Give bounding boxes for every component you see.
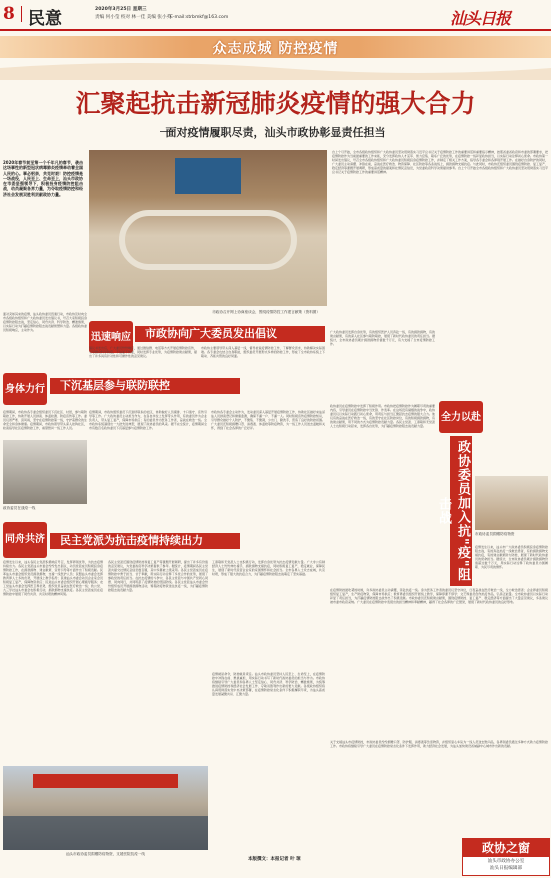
- decorative-wave: [0, 58, 551, 80]
- lead-paragraph: 2020年春节前至第一个千年凡的春节，袭击这场事性的新型冠状病毒肺炎疫情牵动着全国人民的心。事必躬亲，共克时艰！防控疫情是一场战役，人民至上、生命至上，汕头市政协在市委坚强领导下，积极投身疫情防控阻击战，动员凝聚各界力量，为夺取疫情防控和经济社会发展双胜利贡献政协力量。: [3, 160, 83, 197]
- newspaper-logo: 汕头日报: [450, 9, 511, 28]
- photo2-caption: 政协委员在战疫一线: [3, 506, 36, 510]
- header-divider: [21, 6, 22, 22]
- col2-text-a: 倡议书发出后，广大委员纷纷响应，通过微信群、电话等方式开展疫情防控宣传，引导群众科学防疫，不信谣不传谣，同时发挥专业优势，为疫情防控建言献策，提出了许多具有针对性和可操作性的意见建议。: [89, 346, 197, 358]
- col4-text-b: 政协委员在疫情防控中发挥了积极作用。市政协把疫情防控作为履职尽责的重要内容，引导委员在疫情防控中当先锋、作表率。在这场没有硝烟的战争中，政协委员们以实际行动践行初心使命，用责任与担当汇聚起抗击疫情的强大合力。他们有的奋战在医疗救治一线，有的坚守在社区防控岗位，有的积极捐款捐物，有的建言献策，用不同的方式为疫情防控贡献力量。各民主党派、工商联和无党派人士也积极行动起来，发挥各自优势，为打赢疫情防控阻击战贡献力量。: [330, 404, 435, 428]
- issue-date: 2020年3月25日 星期三: [95, 7, 147, 12]
- col5-text-a: 疫情发生以来，汕头市广大政协委员积极投身疫情防控阻击战，有的奔赴抗疫一线救治患者，有的捐款捐物支援抗疫，有的建言献策助力防控，展现了新时代政协委员的使命担当。据统计，全市政协委员累计捐款捐物价值超过数千万元，用实际行动诠释了政协委员为国履职、为民尽责的情怀。: [475, 545, 548, 569]
- section-name: 民意: [28, 9, 62, 29]
- photo1-caption: 市政协召开网上协商座谈会，围绕疫情防控工作建言献策（资料图）: [212, 310, 320, 314]
- badge-all-out: 全力以赴: [439, 401, 483, 433]
- meeting-photo: [89, 150, 327, 306]
- editors-line: 责编 何小莹 校对 林一佳 美编 张小英: [95, 15, 172, 20]
- column-line1: 汕头市政协办公室: [487, 859, 525, 864]
- page-number: 8: [3, 4, 15, 24]
- column-box: [462, 838, 550, 876]
- col1-text-c: 疫情发生以来，汕头各民主党派积极响应号召，发挥界别优势，为抗击疫情持续出力。各民主党派汕头市委会纷纷发出倡议，动员党派成员积极投身疫情防控工作，在捐款捐物、建言献策、宣传引导等方面作出了积极贡献。民革汕头市委会组织党员捐款捐物，支援一线医护人员；民盟汕头市委会发挥教育界人士多的优势，开展线上教学指导；民建汕头市委会动员企业家会员积极复工复产，保障物资供应；民进汕头市委会组织开展心理疏导服务；农工党汕头市委会发挥医卫界优势，组织党员奋战在医疗救治一线；致公党、九三学社汕头市委会也积极行动，捐款捐物支援抗疫。各民主党派成员在疫情防控中展现了同舟共济、共克时艰的精神风貌。: [3, 560, 103, 596]
- volunteer-photo: [3, 440, 87, 504]
- col5-text-b: 在疫情防控最吃紧的时候，许多政协委员主动请缨，奔赴抗疫一线。身为医务工作者的委员们坚守岗位，日夜奋战在医疗救治一线，全力救治患者；企业界委员积极组织复工复产，生产防疫物资，保障市场供应；教育界委员组织开展线上教学，保障停课不停学；文艺界委员创作抗疫作品，弘扬正能量。全市政协委员以实际行动彰显了责任担当，为打赢疫情防控阻击战作出了积极贡献。市政协委员还积极建言献策，围绕疫情防控、复工复产、稳定经济等方面提出了大量意见建议，多条建议被市委市政府采纳。广大委员在疫情防控中表现出的担当精神和奉献精神，赢得了社会各界的广泛赞誉，展现了新时代政协委员的良好形象。: [330, 588, 548, 604]
- subheadline: 面对疫情履职尽责，汕头市政协彰显责任担当: [165, 126, 386, 139]
- byline: 本版撰文：本报记者 叶 琼: [248, 857, 301, 862]
- donation-photo: [3, 766, 208, 850]
- section3-title: 民主党派为抗击疫情持续出力: [50, 533, 240, 549]
- col3-text-b: 市政协各专委会主动作为，发动委员深入基层开展疫情防控工作，协助社区做好来汕返汕人员排查登记和健康监测，确保不漏一户、不漏一人。同时积极宣传疫情防控知识，引导群众做好个人防护，不聚集、不聚餐，少出门、勤洗手，营造了良好的防控氛围。广大委员还积极捐赠口罩、消毒液、体温枪等防疫物资，为一线工作人员送去温暖和关怀，得到了社会各界的广泛好评。: [211, 410, 325, 430]
- section2-title: 下沉基层参与联防联控: [50, 378, 240, 394]
- badge-rapid-response: 迅速响应: [89, 321, 133, 353]
- col5-text-c: 关于支援汕头市疫情防控，市政协委员纷纷捐赠口罩、防护服、消毒液等急需物资，并组织爱心车队为一线人员送去慰问品，各界别委员通过多种方式助力疫情防控工作。市政协将继续引导广大委员在疫情防控常态化条件下发挥作用，助力经济社会发展，为汕头加快建设省域副中心城市作出新的贡献。: [330, 740, 548, 748]
- section4-title: 政协委员加入抗"疫"阻击战: [450, 436, 472, 586]
- email-line: E-mail:strbmkf@163.com: [170, 15, 229, 20]
- right-top-text: 自上个月开始，全市各级政协组织和广大政协委员坚决贯彻落实习近平总书记关于疫情防控工作的重要讲话和重要指示精神，按照省委省政府和市委的部署要求，把疫情防控作为当前最重要的工作来抓，充分发挥政协人才荟萃、智力密集、联系广泛的优势，在疫情防控一线彰显政协担当，以实际行动诠释初心使命。市政协第一时间发出倡议，号召全市各级政协组织和广大政协委员积极投身疫情防控工作，并制定了相关工作方案，指导各专委会和各界别开展工作。在做好自身防护的同时，广大委员主动请缨、冲锋在前，奋战在医疗救治、物资保障、社区防控等各条战线上，捐款捐物支援抗疫。与此同时，市政协还组织委员围绕疫情防控、复工复产、稳定经济等课题开展调研，形成高质量的提案和社情民意信息，为党委政府科学决策提供参考。自上个月开始全市各级政协组织和广大政协委员坚决贯彻落实习近平总书记关于疫情防控工作的重要讲话精神。: [332, 150, 548, 174]
- col3-text-c: 工商联和无党派人士也积极行动，发挥自身优势为抗击疫情贡献力量。广大非公有制经济人士纷纷伸出援手，捐款捐物支援抗疫，同时积极复工复产，稳定就业，保障民生，展现了新时代民营企业家的家国情怀和社会担当。全市各界人士众志成城，共克时艰，形成了强大的抗疫合力，为打赢疫情防控阻击战奠定了坚实基础。: [212, 560, 325, 576]
- section1-title: 市政协向广大委员发出倡议: [135, 326, 325, 342]
- committee-photo: [475, 476, 548, 530]
- badge-same-boat: 同舟共济: [3, 522, 47, 558]
- main-headline: 汇聚起抗击新冠肺炎疫情的强大合力: [75, 89, 476, 118]
- col2-text-b: 疫情期间，市政协组织委员下沉到所联系的社区，协助做好人员摸排、卡口值守、宣传引导等工作。广大政协委员主动担当作为，在各自岗位上发挥带头作用，有的委员作为企业负责人，带头复工复产，保障市场供应；有的委员作为医务工作者，奋战在救治一线。全市政协系统涌现出一大批先进典型，展现了政协委员的风采。据不完全统计，疫情期间全市有数百名政协委员下沉基层参与疫情防控工作。: [89, 410, 207, 430]
- col2-text-c: 各民主党派还围绕疫情防控和复工复产等课题开展调研，提出了许多有价值的意见建议，为党委政府科学决策提供了参考。据统计，疫情期间各民主党派共提交社情民意信息数百篇，其中多篇被上级采用。各民主党派成员在疫情防控中勇于担当、甘于奉献，用实际行动诠释了多党合作的优势，展现了参政党的责任担当。在抗击疫情的斗争中，各民主党派与中国共产党同心同德、同向同行，共同筑起了疫情防控的坚固防线。各民主党派汕头市委会纷纷组织成员开展捐款捐物活动，筹集防疫物资送往抗疫一线，为打赢疫情防控阻击战贡献力量。: [108, 560, 208, 592]
- column-line2: 汕头日报编辑部: [489, 866, 523, 871]
- col1-text-a: 面对突如其来的疫情，汕头政协委员迅速行动，市政协及时向全市各级政协组织和广大政协委员发出倡议书，号召大家积极投身疫情防控阻击战，坚定信心、同舟共济、科学防治、精准施策，以实际行动为打赢疫情防控阻击战贡献智慧和力量。各级政协委员积极响应，主动作为。: [3, 312, 87, 332]
- column-title: 政协之窗: [463, 839, 549, 857]
- badge-lead-by-example: 身体力行: [3, 373, 47, 405]
- col4-text-a: 广大政协委员发挥自身优势，有的组织医护人员奔赴一线，有的捐款捐物，有的建言献策，有的深入社区参与联防联控，展现了新时代政协委员的责任担当。据统计，全市政协委员累计捐款捐物价值数千万元，有力支援了全市疫情防控工作。: [330, 330, 435, 346]
- col3-text-d: 疫情就是命令，防控就是责任。汕头市政协委员坚持人民至上、生命至上，在疫情防控中冲锋在前、勇挑重担，用实际行动书写了新时代政协委员的担当与作为。市政协将继续引导广大委员和各界人士坚定信心、同舟共济、科学防治、精准施策，为统筹推进疫情防控和经济社会发展工作、夺取双胜利作出新的更大贡献。各级政协组织将认真贯彻落实党中央决策部署，在疫情防控常态化条件下积极履职尽责，为汕头高质量发展凝聚共识、汇聚力量。: [212, 672, 325, 696]
- banner-title: 众志成城 防控疫情: [212, 41, 339, 57]
- col3-text-a: 市政协主要领导带头深入基层一线，督导检查疫情防控工作，了解群众需求，协助解决实际困难。各专委会也结合自身职能，组织委员开展形式多样的防控工作，形成了全市政协系统上下联动、齐抓共管的良好局面。: [201, 346, 325, 358]
- photo4-caption: 汕头市政协委员捐赠防疫物资，支援医院抗疫一线: [65, 852, 146, 856]
- header-rule: [0, 29, 551, 31]
- photo3-caption: 市政协委员捐赠防疫物资: [475, 532, 515, 536]
- col1-text-b: 疫情期间，市政协各专委会组织委员下沉社区、村居，参与联防联控工作，协助开展人员排查、体温检测、防疫宣传等工作。委员们冒严寒、顶风雨，坚守在疫情防控第一线，守护着群众的生命安全和身体健康。疫情期间，市政协领导带头深入挂钩社区，检查指导社区疫情防控工作，看望慰问一线工作人员。: [3, 410, 87, 430]
